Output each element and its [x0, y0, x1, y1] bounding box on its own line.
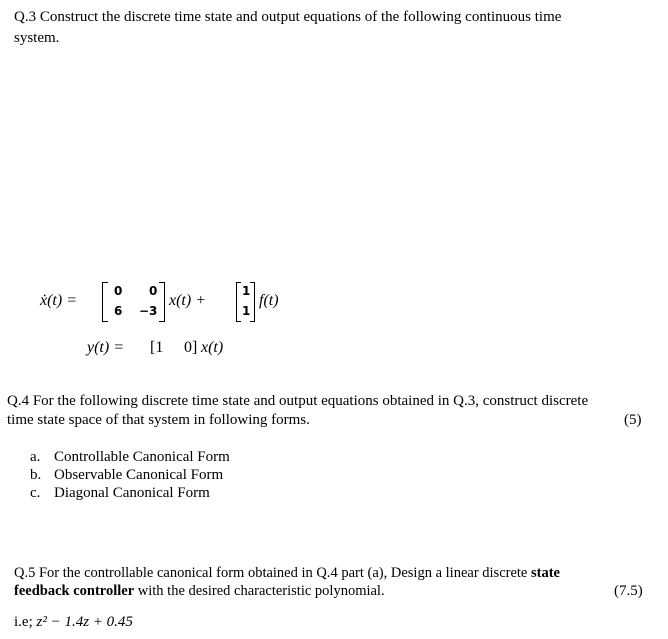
- a-matrix-right-bracket: [159, 282, 165, 322]
- state-lhs: ẋ(t) =: [40, 292, 77, 309]
- c-matrix-entry: [1: [150, 339, 164, 356]
- b-matrix-left-bracket: [236, 282, 241, 322]
- q5-polynomial: [14, 613, 133, 632]
- a-matrix-entry: −3: [139, 304, 158, 318]
- q5-line1: [14, 564, 560, 583]
- q5-line1-bold: state: [531, 565, 560, 581]
- f-term: f(t): [259, 292, 279, 309]
- q3-line1: Q.3 Construct the discrete time state and output equations of the following continuous time: [14, 9, 562, 25]
- poly-expression: z² − 1.4z + 0.45: [36, 614, 133, 630]
- list-item: [30, 484, 230, 502]
- list-marker: c.: [30, 485, 41, 501]
- q5-line2-bold: feedback controller: [14, 583, 135, 599]
- list-text: Controllable Canonical Form: [54, 449, 230, 465]
- state-equation: [40, 280, 360, 330]
- list-text: Diagonal Canonical Form: [54, 485, 210, 501]
- b-matrix-entry: 1: [242, 304, 251, 318]
- output-x-term: x(t): [201, 339, 224, 356]
- poly-prefix: i.e;: [14, 614, 37, 630]
- a-matrix-entry: 0: [149, 284, 158, 298]
- q4-marks: (5): [624, 412, 642, 428]
- x-term: x(t) +: [169, 292, 206, 309]
- q3-line2: system.: [14, 30, 60, 46]
- q5-marks: (7.5): [614, 583, 643, 599]
- b-matrix-right-bracket: [250, 282, 255, 322]
- list-marker: b.: [30, 467, 42, 483]
- a-matrix-entry: 0: [114, 284, 123, 298]
- list-marker: a.: [30, 449, 41, 465]
- q4-line1: Q.4 For the following discrete time state and output equations obtained in Q.3, construct discrete: [7, 393, 589, 409]
- q5-line2-text: with the desired characteristic polynomial.: [134, 583, 385, 599]
- q4-form-list: [30, 448, 230, 502]
- list-text: Observable Canonical Form: [54, 467, 224, 483]
- q5-line2: [14, 582, 385, 601]
- list-item: [30, 466, 230, 484]
- q4-line2: time state space of that system in following forms.: [7, 412, 310, 428]
- output-equation: [87, 339, 287, 361]
- output-lhs: y(t) =: [87, 339, 124, 356]
- a-matrix-entry: 6: [114, 304, 123, 318]
- a-matrix-left-bracket: [102, 282, 108, 322]
- c-matrix-entry: 0]: [184, 339, 198, 356]
- b-matrix-entry: 1: [242, 284, 251, 298]
- q5-line1-text: Q.5 For the controllable canonical form obtained in Q.4 part (a), Design a linear discrete: [14, 565, 531, 581]
- list-item: [30, 448, 230, 466]
